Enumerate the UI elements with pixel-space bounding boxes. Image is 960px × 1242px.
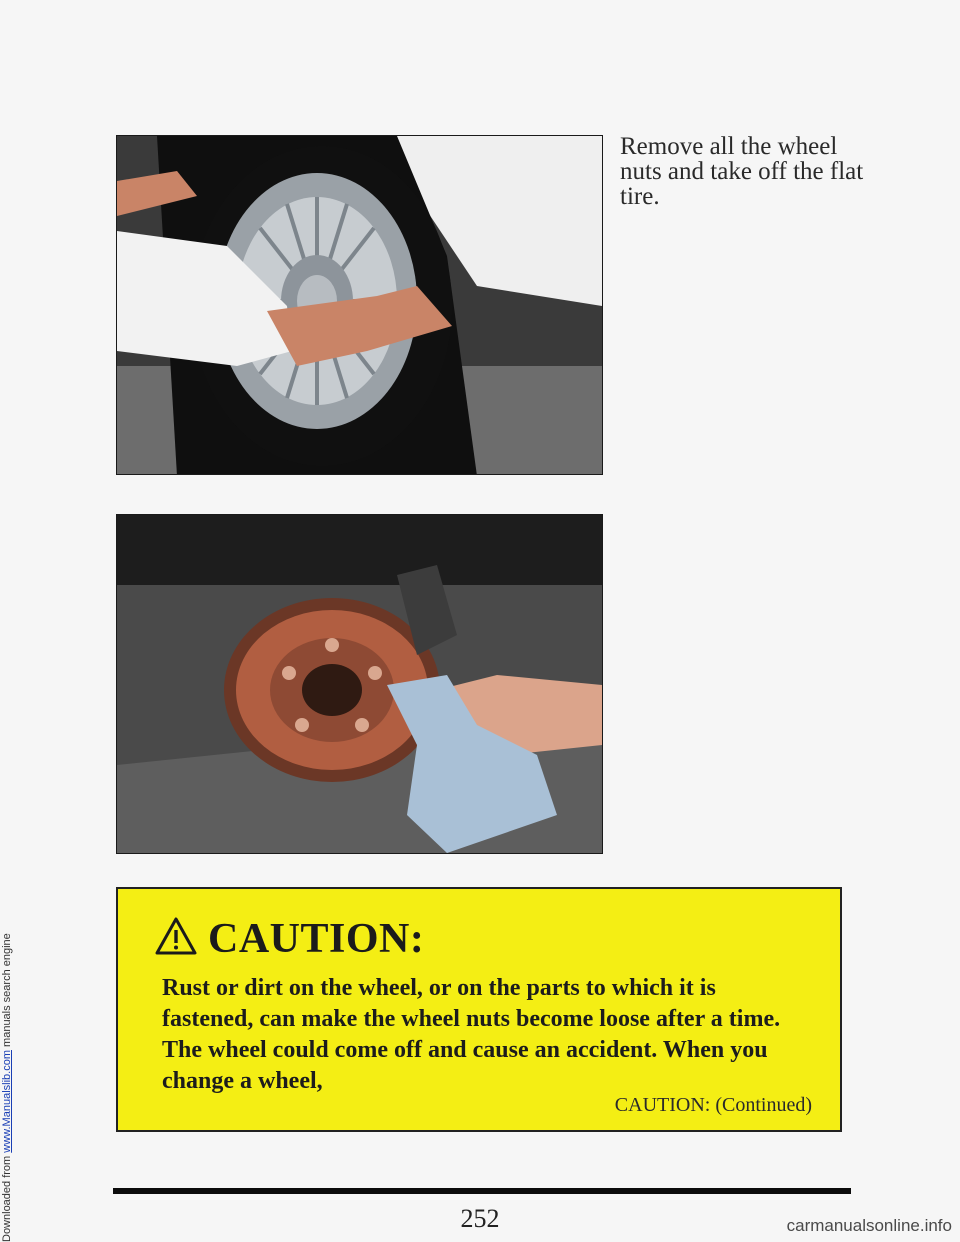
caution-body: Rust or dirt on the wheel, or on the parts to which it is fastened, can make the wheel nuts become loose after a time. The wheel could come off and cause an accident. When you change a wheel, [162,975,781,1094]
photo-clean-hub [116,514,603,854]
step-instruction: Remove all the wheel nuts and take off the flat tire. [620,133,864,210]
footer-rule [113,1188,851,1194]
watermark: carmanualsonline.info [786,1216,952,1235]
manualslib-link[interactable]: www.Manualslib.com [1,1050,13,1153]
caution-heading [154,915,424,963]
caution-continued: CAUTION: (Continued) [614,1094,812,1116]
side-source-banner [0,0,14,1242]
caution-box [116,887,842,1132]
warning-triangle-icon [154,916,198,956]
source-prefix: Downloaded from [1,1152,13,1242]
photo-remove-wheel [116,135,603,475]
source-suffix: manuals search engine [1,933,13,1051]
caution-title: CAUTION: [208,916,425,962]
page-number: 252 [460,1204,500,1233]
